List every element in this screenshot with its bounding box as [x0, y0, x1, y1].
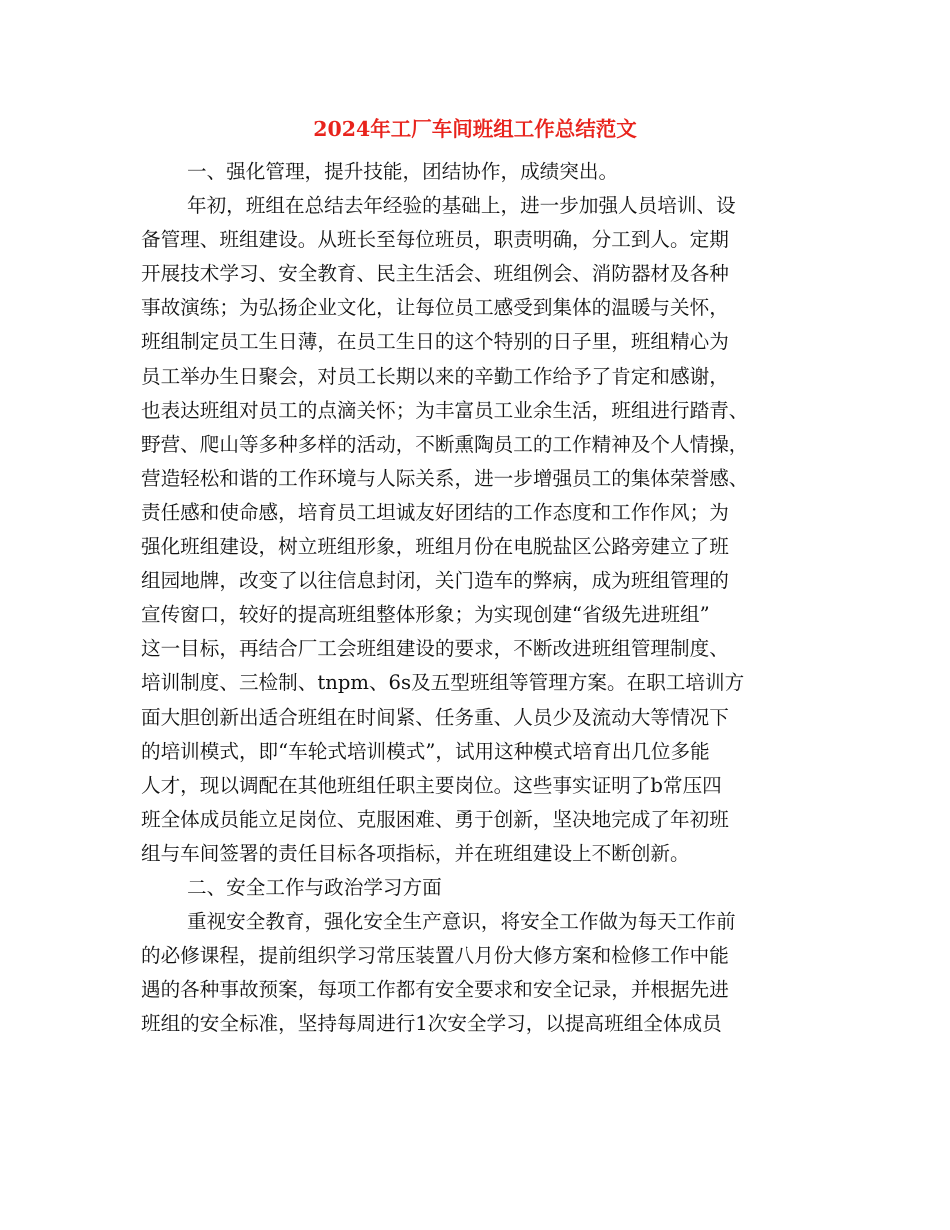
- body-line: 员工举办生日聚会，对员工长期以来的辛勤工作给予了肯定和感谢，: [141, 364, 729, 388]
- body-line: 班全体成员能立足岗位、克服困难、勇于创新，坚决地完成了年初班: [141, 807, 729, 831]
- body-line: 人才，现以调配在其他班组任职主要岗位。这些事实证明了b常压四: [141, 773, 722, 797]
- body-line: 开展技术学习、安全教育、民主生活会、班组例会、消防器材及各种: [141, 262, 729, 286]
- body-line: 宣传窗口，较好的提高班组整体形象；为实现创建“省级先进班组”: [141, 603, 710, 627]
- body-line: 营造轻松和谐的工作环境与人际关系，进一步增强员工的集体荣誉感、: [141, 466, 749, 490]
- body-line: 二、安全工作与政治学习方面: [187, 875, 442, 899]
- body-line: 的必修课程，提前组织学习常压装置八月份大修方案和检修工作中能: [141, 944, 729, 968]
- body-line: 遇的各种事故预案，每项工作都有安全要求和安全记录，并根据先进: [141, 978, 729, 1002]
- body-line: 年初，班组在总结去年经验的基础上，进一步加强人员培训、设: [187, 194, 736, 218]
- body-line: 的培训模式，即“车轮式培训模式”，试用这种模式培育出几位多能: [141, 739, 710, 763]
- body-line: 也表达班组对员工的点滴关怀；为丰富员工业余生活，班组进行踏青、: [141, 398, 749, 422]
- body-line: 班组的安全标准，坚持每周进行1次安全学习，以提高班组全体成员: [141, 1012, 722, 1036]
- body-line: 一、强化管理，提升技能，团结协作，成绩突出。: [187, 160, 619, 183]
- document-title: 2024年工厂车间班组工作总结范文: [313, 117, 637, 141]
- document-body: [141, 155, 821, 1041]
- body-line: 野营、爬山等多种多样的活动，不断熏陶员工的工作精神及个人情操，: [141, 432, 749, 456]
- body-line: 组与车间签署的责任目标各项指标，并在班组建设上不断创新。: [141, 841, 690, 865]
- body-line: 班组制定员工生日薄，在员工生日的这个特别的日子里，班组精心为: [141, 330, 729, 354]
- body-line: 这一目标，再结合厂工会班组建设的要求，不断改进班组管理制度、: [141, 637, 729, 661]
- body-line: 事故演练；为弘扬企业文化，让每位员工感受到集体的温暖与关怀，: [141, 296, 729, 320]
- body-line: 备管理、班组建设。从班长至每位班员，职责明确，分工到人。定期: [141, 228, 729, 252]
- body-line: 强化班组建设，树立班组形象，班组月份在电脱盐区公路旁建立了班: [141, 535, 729, 559]
- body-line: 重视安全教育，强化安全生产意识，将安全工作做为每天工作前: [187, 910, 736, 934]
- body-line: 培训制度、三检制、tnpm、6s及五型班组等管理方案。在职工培训方: [141, 671, 745, 695]
- body-line: 面大胆创新出适合班组在时间紧、任务重、人员少及流动大等情况下: [141, 705, 729, 729]
- body-line: 责任感和使命感，培育员工坦诚友好团结的工作态度和工作作风；为: [141, 500, 729, 524]
- body-line: 组园地牌，改变了以往信息封闭，关门造车的弊病，成为班组管理的: [141, 569, 729, 593]
